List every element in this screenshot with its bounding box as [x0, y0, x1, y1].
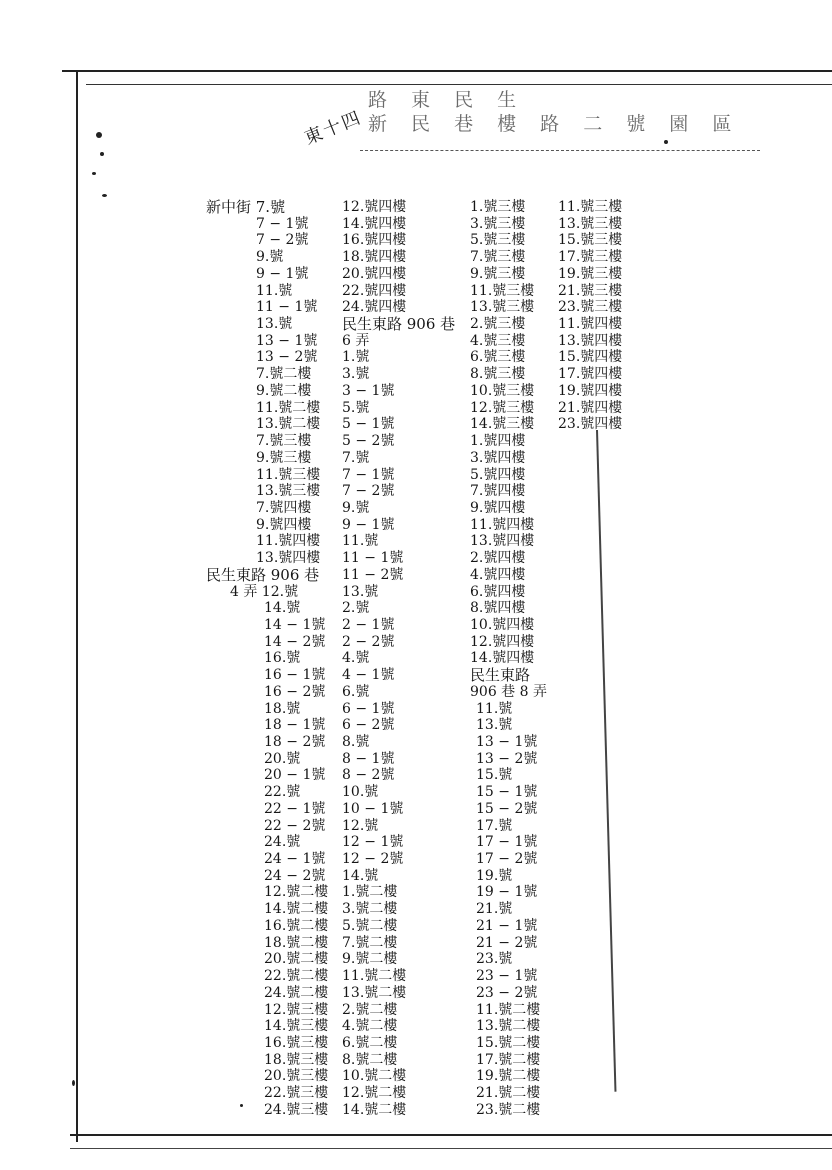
address-entry: 17 − 2號	[476, 851, 538, 868]
address-entry: 1.號四樓	[470, 433, 526, 450]
address-entry: 7.號三樓	[256, 433, 312, 450]
address-entry: 6 弄	[342, 332, 370, 349]
address-entry: 9.號二樓	[342, 951, 398, 968]
address-entry: 9 − 1號	[256, 265, 309, 282]
address-entry: 12 − 1號	[342, 834, 404, 851]
address-entry: 14 − 1號	[264, 616, 326, 633]
address-entry: 13.號二樓	[256, 416, 321, 433]
address-entry: 14.號二樓	[342, 1101, 407, 1118]
address-entry: 8 − 2號	[342, 767, 395, 784]
address-entry: 5 − 1號	[342, 416, 395, 433]
address-entry: 20.號二樓	[264, 951, 329, 968]
address-entry: 14.號二樓	[264, 901, 329, 918]
address-entry: 2.號	[342, 600, 370, 617]
address-entry: 24.號二樓	[264, 984, 329, 1001]
address-entry: 11.號三樓	[470, 282, 535, 299]
address-entry: 2.號四樓	[470, 550, 526, 567]
address-entry: 15 − 2號	[476, 800, 538, 817]
address-entry: 18.號二樓	[264, 934, 329, 951]
address-entry: 13.號三樓	[470, 299, 535, 316]
address-entry: 23.號	[476, 951, 513, 968]
address-entry: 6 − 2號	[342, 717, 395, 734]
speck	[102, 194, 107, 197]
address-entry: 4.號三樓	[470, 332, 526, 349]
address-entry: 10 − 1號	[342, 800, 404, 817]
address-entry: 7.號四樓	[256, 499, 312, 516]
address-entry: 17.號四樓	[558, 366, 623, 383]
address-entry: 7 − 1號	[342, 466, 395, 483]
address-entry: 5.號	[342, 399, 370, 416]
address-entry: 18.號四樓	[342, 249, 407, 266]
address-column-2	[342, 199, 455, 1119]
address-entry: 7 − 2號	[256, 232, 309, 249]
address-entry: 906 巷 8 弄	[470, 683, 547, 700]
address-entry: 11.號二樓	[342, 968, 407, 985]
address-entry: 6 − 1號	[342, 700, 395, 717]
address-entry: 14.號	[342, 867, 379, 884]
address-entry: 7.號二樓	[256, 366, 312, 383]
address-entry: 12.號二樓	[342, 1085, 407, 1102]
address-entry: 2 − 2號	[342, 633, 395, 650]
address-entry: 7.號三樓	[470, 249, 526, 266]
address-entry: 15 − 1號	[476, 784, 538, 801]
address-entry: 3.號二樓	[342, 901, 398, 918]
address-entry: 13 − 1號	[256, 332, 318, 349]
address-entry: 17.號二樓	[476, 1051, 541, 1068]
address-entry: 14.號三樓	[264, 1018, 329, 1035]
address-entry: 14.號四樓	[470, 650, 535, 667]
address-entry: 9.號二樓	[256, 382, 312, 399]
address-entry: 11 − 2號	[342, 566, 404, 583]
address-entry: 13.號二樓	[342, 984, 407, 1001]
address-entry: 17.號三樓	[558, 249, 623, 266]
address-entry: 2 − 1號	[342, 616, 395, 633]
address-entry: 7.號	[342, 449, 370, 466]
address-entry: 15.號四樓	[558, 349, 623, 366]
address-entry: 11.號三樓	[558, 199, 623, 215]
address-entry: 18 − 1號	[264, 717, 326, 734]
border-top-inner	[86, 84, 832, 85]
address-entry: 16 − 2號	[264, 683, 326, 700]
address-entry: 19.號二樓	[476, 1068, 541, 1085]
address-entry: 16.號二樓	[264, 917, 329, 934]
rotated-stamp: 東十四	[301, 107, 365, 150]
address-entry: 11.號二樓	[476, 1001, 541, 1018]
address-entry: 4 − 1號	[342, 667, 395, 684]
address-entry: 21.號	[476, 901, 513, 918]
address-entry: 22.號四樓	[342, 282, 407, 299]
address-entry: 12.號四樓	[342, 199, 407, 215]
address-entry: 10.號三樓	[470, 382, 535, 399]
address-entry: 21 − 1號	[476, 917, 538, 934]
address-entry: 10.號四樓	[470, 616, 535, 633]
address-entry: 2.號二樓	[342, 1001, 398, 1018]
address-entry: 17 − 1號	[476, 834, 538, 851]
speck	[92, 172, 96, 175]
address-entry: 9.號四樓	[470, 499, 526, 516]
speck	[72, 1080, 75, 1086]
address-entry: 13.號	[342, 583, 379, 600]
address-entry: 9.號四樓	[256, 516, 312, 533]
address-entry: 14 − 2號	[264, 633, 326, 650]
address-entry: 20.號四樓	[342, 265, 407, 282]
faded-header-line-1: 路 東 民 生	[368, 89, 526, 111]
address-entry: 3.號	[342, 366, 370, 383]
header-rule	[360, 150, 760, 151]
address-entry: 19.號四樓	[558, 382, 623, 399]
address-entry: 13.號三樓	[256, 483, 321, 500]
address-entry: 7.號二樓	[342, 934, 398, 951]
address-entry: 7.號四樓	[470, 483, 526, 500]
address-entry: 6.號二樓	[342, 1034, 398, 1051]
address-entry: 13.號二樓	[476, 1018, 541, 1035]
address-column-3	[470, 199, 547, 1119]
address-entry: 24.號	[264, 834, 301, 851]
address-entry: 6.號四樓	[470, 583, 526, 600]
address-entry: 4 弄 12.號	[230, 583, 299, 600]
address-entry: 民生東路 906 巷	[342, 315, 456, 334]
address-entry: 13.號	[476, 717, 513, 734]
address-entry: 8.號三樓	[470, 366, 526, 383]
address-entry: 17.號	[476, 817, 513, 834]
address-entry: 11.號四樓	[256, 533, 321, 550]
address-entry: 13.號四樓	[256, 550, 321, 567]
speck	[100, 152, 104, 156]
address-entry: 6.號三樓	[470, 349, 526, 366]
address-entry: 9.號	[256, 249, 284, 266]
address-entry: 12.號三樓	[264, 1001, 329, 1018]
address-entry: 21.號二樓	[476, 1085, 541, 1102]
address-entry: 8 − 1號	[342, 750, 395, 767]
address-entry: 12.號四樓	[470, 633, 535, 650]
address-entry: 1.號二樓	[342, 884, 398, 901]
address-entry: 13.號	[256, 316, 293, 333]
address-entry: 15.號	[476, 767, 513, 784]
address-entry: 12.號二樓	[264, 884, 329, 901]
address-entry: 18.號三樓	[264, 1051, 329, 1068]
address-entry: 11.號二樓	[256, 399, 321, 416]
address-entry: 11.號	[342, 533, 379, 550]
address-entry: 23 − 1號	[476, 968, 538, 985]
address-entry: 24.號四樓	[342, 299, 407, 316]
address-entry: 11.號四樓	[470, 516, 535, 533]
address-entry: 7 − 2號	[342, 483, 395, 500]
address-entry: 20.號	[264, 750, 301, 767]
border-left	[76, 72, 78, 1142]
address-entry: 22.號三樓	[264, 1085, 329, 1102]
faded-header	[368, 88, 788, 144]
address-entry: 5.號二樓	[342, 917, 398, 934]
address-entry: 11.號三樓	[256, 466, 321, 483]
address-entry: 13.號四樓	[558, 332, 623, 349]
address-entry: 7 − 1號	[256, 215, 309, 232]
address-entry: 3 − 1號	[342, 382, 395, 399]
address-entry: 11.號	[256, 282, 293, 299]
address-entry: 21 − 2號	[476, 934, 538, 951]
address-entry: 12.號	[342, 817, 379, 834]
address-entry: 22 − 1號	[264, 800, 326, 817]
address-entry: 1.號	[342, 349, 370, 366]
address-entry: 21.號四樓	[558, 399, 623, 416]
address-entry: 23 − 2號	[476, 984, 538, 1001]
address-entry: 11.號	[476, 700, 513, 717]
address-entry: 5 − 2號	[342, 433, 395, 450]
address-entry: 新中街 7.號	[206, 198, 286, 216]
address-column-1	[206, 199, 328, 1119]
address-entry: 12.號三樓	[470, 399, 535, 416]
address-entry: 24 − 2號	[264, 867, 326, 884]
address-entry: 13 − 2號	[476, 750, 538, 767]
speck	[96, 132, 102, 138]
address-entry: 15.號二樓	[476, 1034, 541, 1051]
address-entry: 23.號二樓	[476, 1101, 541, 1118]
address-entry: 22 − 2號	[264, 817, 326, 834]
address-entry: 16.號三樓	[264, 1034, 329, 1051]
hand-drawn-bracket-line	[596, 430, 616, 1092]
address-entry: 16.號四樓	[342, 232, 407, 249]
address-entry: 13.號三樓	[558, 215, 623, 232]
border-top	[62, 70, 832, 72]
address-entry: 9 − 1號	[342, 516, 395, 533]
address-entry: 24.號三樓	[264, 1101, 329, 1118]
address-entry: 3.號三樓	[470, 215, 526, 232]
address-entry: 3.號四樓	[470, 449, 526, 466]
address-entry: 16.號	[264, 650, 301, 667]
address-entry: 6.號	[342, 683, 370, 700]
border-bottom	[70, 1134, 832, 1136]
address-entry: 23.號四樓	[558, 416, 623, 433]
address-entry: 14.號三樓	[470, 416, 535, 433]
address-entry: 19.號三樓	[558, 265, 623, 282]
speck	[664, 140, 668, 144]
address-entry: 18 − 2號	[264, 734, 326, 750]
address-entry: 1.號三樓	[470, 199, 526, 215]
address-entry: 21.號三樓	[558, 282, 623, 299]
address-entry: 11.號四樓	[558, 316, 623, 333]
address-entry: 5.號四樓	[470, 466, 526, 483]
address-entry: 13 − 1號	[476, 734, 538, 750]
address-entry: 8.號	[342, 734, 370, 750]
address-entry: 15.號三樓	[558, 232, 623, 249]
address-entry: 4.號	[342, 650, 370, 667]
address-entry: 9.號	[342, 499, 370, 516]
border-bottom-inner	[70, 1148, 832, 1149]
address-entry: 24 − 1號	[264, 851, 326, 868]
address-entry: 19 − 1號	[476, 884, 538, 901]
address-entry: 民生東路 906 巷	[206, 565, 320, 584]
address-entry: 民生東路	[470, 666, 531, 685]
address-entry: 9.號三樓	[256, 449, 312, 466]
address-entry: 13.號四樓	[470, 533, 535, 550]
address-entry: 22.號	[264, 784, 301, 801]
address-entry: 23.號三樓	[558, 299, 623, 316]
address-entry: 8.號二樓	[342, 1051, 398, 1068]
address-entry: 11 − 1號	[342, 550, 404, 567]
address-entry: 10.號	[342, 784, 379, 801]
address-entry: 4.號二樓	[342, 1018, 398, 1035]
address-entry: 13 − 2號	[256, 349, 318, 366]
address-entry: 18.號	[264, 700, 301, 717]
address-entry: 9.號三樓	[470, 265, 526, 282]
address-entry: 4.號四樓	[470, 566, 526, 583]
address-entry: 19.號	[476, 867, 513, 884]
address-entry: 8.號四樓	[470, 600, 526, 617]
address-entry: 11 − 1號	[256, 299, 318, 316]
address-entry: 16 − 1號	[264, 667, 326, 684]
address-entry: 20.號三樓	[264, 1068, 329, 1085]
address-entry: 5.號三樓	[470, 232, 526, 249]
address-entry: 14.號	[264, 600, 301, 617]
address-entry: 22.號二樓	[264, 968, 329, 985]
address-column-4	[558, 199, 622, 433]
faded-header-line-2: 新 民 巷 樓 路 二 號 園 區	[368, 113, 741, 135]
address-entry: 20 − 1號	[264, 767, 326, 784]
address-entry: 12 − 2號	[342, 851, 404, 868]
address-entry: 10.號二樓	[342, 1068, 407, 1085]
address-entry: 2.號三樓	[470, 316, 526, 333]
address-entry: 14.號四樓	[342, 215, 407, 232]
